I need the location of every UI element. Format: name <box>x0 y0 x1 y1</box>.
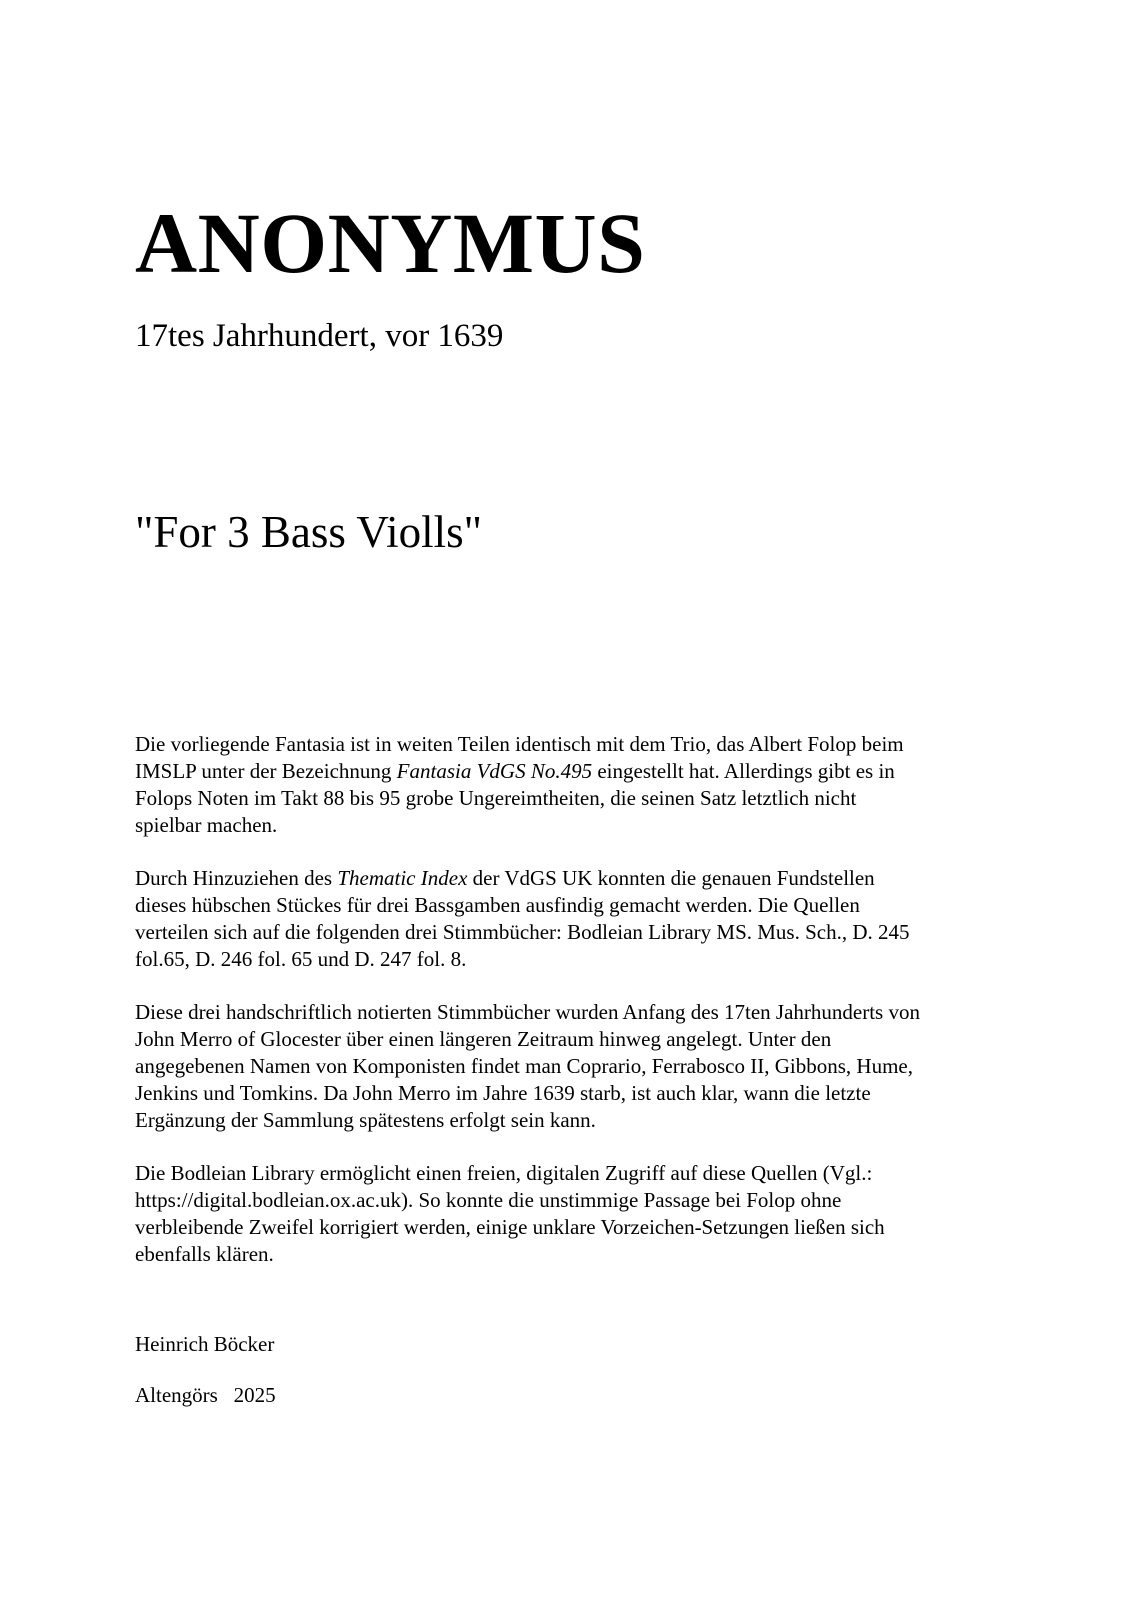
text-run: Durch Hinzuziehen des <box>135 866 338 890</box>
text-run: John Merro of Glocester über einen längeren Zeitraum hinweg angelegt. Unter den <box>135 1027 832 1051</box>
author-signature: Heinrich Böcker <box>135 1332 275 1356</box>
text-line <box>135 731 995 758</box>
text-run: fol.65, D. 246 fol. 65 und D. 247 fol. 8. <box>135 947 467 971</box>
text-run: spielbar machen. <box>135 813 278 837</box>
text-run: Folops Noten im Takt 88 bis 95 grobe Ungereimtheiten, die seinen Satz letztlich nicht <box>135 786 857 810</box>
text-line <box>135 785 995 812</box>
text-run: verteilen sich auf die folgenden drei Stimmbücher: Bodleian Library MS. Mus. Sch., D. 245 <box>135 920 910 944</box>
text-run: eingestellt hat. Allerdings gibt es in <box>592 759 895 783</box>
text-line <box>135 865 995 892</box>
paragraph <box>135 1160 995 1268</box>
text-run: IMSLP unter der Bezeichnung <box>135 759 397 783</box>
text-run: Diese drei handschriftlich notierten Stimmbücher wurden Anfang des 17ten Jahrhunderts von <box>135 1000 920 1024</box>
text-line <box>135 1160 995 1187</box>
text-run: https://digital.bodleian.ox.ac.uk). So konnte die unstimmige Passage bei Folop ohne <box>135 1188 842 1212</box>
composer-heading: ANONYMUS <box>135 195 646 291</box>
text-run: dieses hübschen Stückes für drei Bassgamben ausfindig gemacht werden. Die Quellen <box>135 893 860 917</box>
text-run: Die vorliegende Fantasia ist in weiten Teilen identisch mit dem Trio, das Albert Folop beim <box>135 732 904 756</box>
text-run: Jenkins und Tomkins. Da John Merro im Jahre 1639 starb, ist auch klar, wann die letzte <box>135 1081 871 1105</box>
text-line <box>135 1080 995 1107</box>
text-line <box>135 1107 995 1134</box>
text-line <box>135 999 995 1026</box>
text-line <box>135 1241 995 1268</box>
work-title: "For 3 Bass Violls" <box>135 507 483 557</box>
composer-dates: 17tes Jahrhundert, vor 1639 <box>135 318 504 354</box>
text-run: angegebenen Namen von Komponisten findet man Coprario, Ferrabosco II, Gibbons, Hume, <box>135 1054 913 1078</box>
text-run: ebenfalls klären. <box>135 1242 274 1266</box>
paragraph <box>135 865 995 973</box>
text-line <box>135 1026 995 1053</box>
text-line <box>135 946 995 973</box>
text-run: verbleibende Zweifel korrigiert werden, einige unklare Vorzeichen-Setzungen ließen sich <box>135 1215 885 1239</box>
place-and-year: Altengörs 2025 <box>135 1383 276 1407</box>
text-line <box>135 1214 995 1241</box>
text-line <box>135 1187 995 1214</box>
text-line <box>135 1053 995 1080</box>
text-line <box>135 892 995 919</box>
text-line <box>135 812 995 839</box>
paragraph <box>135 731 995 839</box>
text-line <box>135 919 995 946</box>
text-run: Ergänzung der Sammlung spätestens erfolgt sein kann. <box>135 1108 596 1132</box>
text-line <box>135 758 995 785</box>
paragraph <box>135 999 995 1134</box>
text-run: der VdGS UK konnten die genauen Fundstellen <box>467 866 875 890</box>
italic-title: Fantasia VdGS No.495 <box>396 759 593 783</box>
preface-text <box>135 731 995 1294</box>
italic-title: Thematic Index <box>337 866 468 890</box>
text-run: Die Bodleian Library ermöglicht einen freien, digitalen Zugriff auf diese Quellen (Vgl.: <box>135 1161 873 1185</box>
